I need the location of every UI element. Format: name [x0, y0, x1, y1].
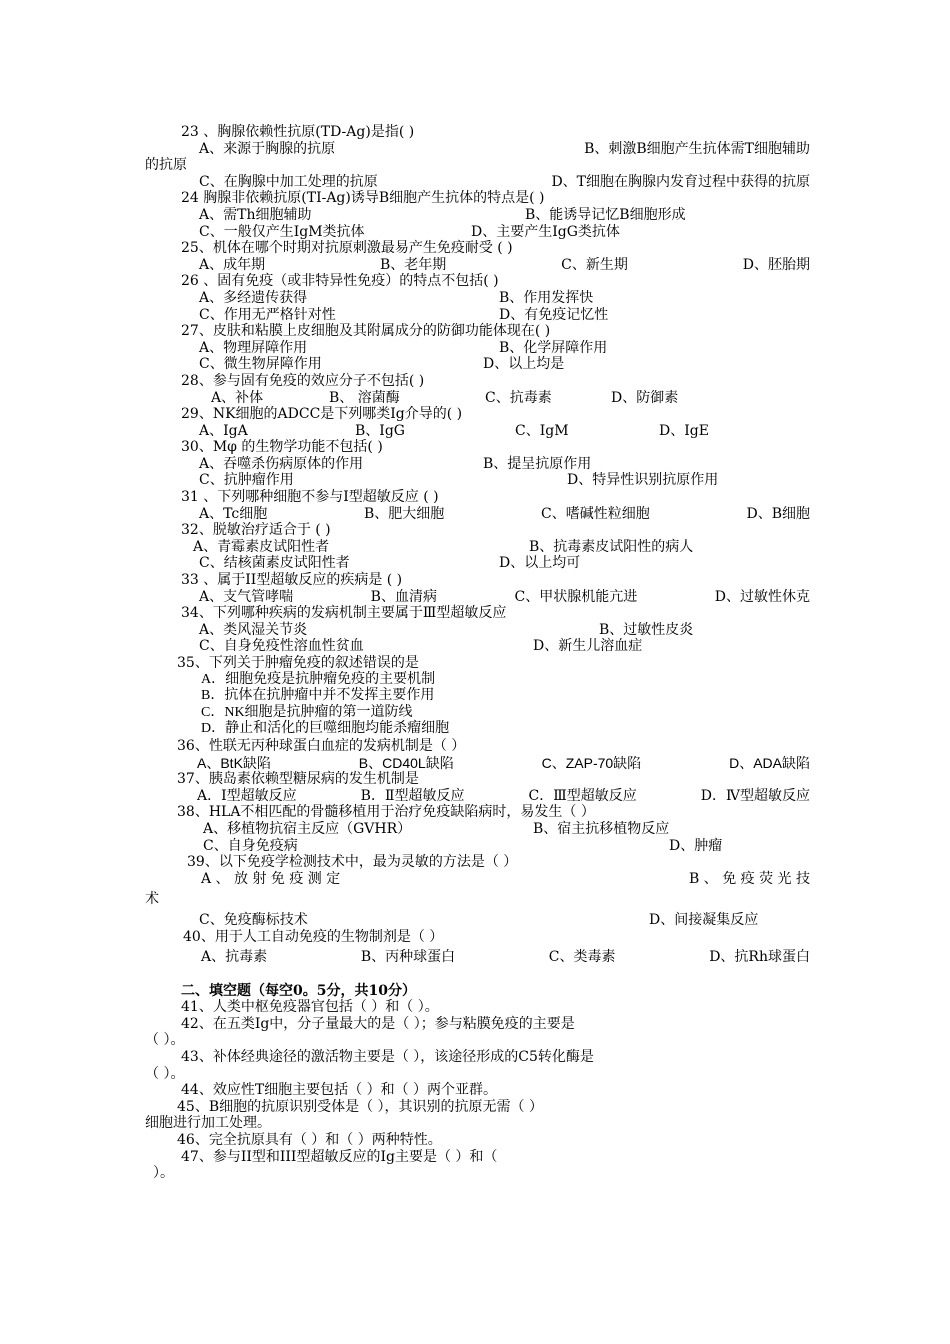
question-36-option-b: B、CD40L缺陷	[358, 754, 454, 771]
question-25-option-d: D、胚胎期	[742, 256, 810, 273]
question-39-option-b: B 、 免 疫 荧 光 技	[689, 870, 810, 887]
question-36-stem: 36、性联无丙种球蛋白血症的发病机制是（ ）	[177, 737, 466, 754]
question-27-option-b: B、化学屏障作用	[499, 339, 608, 356]
question-39-option-d: D、间接凝集反应	[649, 911, 759, 928]
question-37-option-a: A．Ⅰ型超敏反应	[197, 787, 297, 804]
question-24-option-d: D、主要产生IgG类抗体	[471, 223, 620, 240]
question-28-option-a: A、补体	[211, 389, 264, 406]
question-30-option-a: A、吞噬杀伤病原体的作用	[199, 455, 364, 472]
question-39-stem: 39、以下免疫学检测技术中，最为灵敏的方法是（ ）	[187, 854, 518, 871]
question-23-option-b: B、刺激B细胞产生抗体需T细胞辅助	[584, 140, 810, 157]
question-30-option-b: B、提呈抗原作用	[483, 455, 592, 472]
question-37-option-c: C．Ⅲ型超敏反应	[528, 787, 637, 804]
question-31-option-b: B、肥大细胞	[363, 505, 445, 522]
question-26-option-c: C、作用无严格针对性	[199, 306, 336, 323]
question-28-option-c: C、抗毒素	[485, 389, 552, 406]
question-30-stem: 30、Mφ 的生物学功能不包括( )	[181, 439, 383, 456]
question-25-option-c: C、新生期	[561, 256, 628, 273]
question-37-option-d: D．Ⅳ型超敏反应	[700, 787, 810, 804]
question-31-option-d: D、B细胞	[746, 505, 810, 522]
question-25-option-a: A、成年期	[199, 256, 266, 273]
question-28-option-b: B、 溶菌酶	[329, 389, 400, 406]
question-41: 41、人类中枢免疫器官包括（ ）和（ ）。	[181, 999, 439, 1016]
question-45: 45、B细胞的抗原识别受体是（ ），其识别的抗原无需（ ）	[177, 1098, 544, 1115]
question-42-cont: （ ）。	[145, 1032, 185, 1049]
question-38-option-c: C、自身免疫病	[203, 837, 298, 854]
question-33-option-c: C、甲状腺机能亢进	[514, 588, 638, 605]
question-31-stem: 31 、下列哪种细胞不参与I型超敏反应 ( )	[181, 489, 439, 506]
question-32-option-b: B、抗毒素皮试阳性的病人	[529, 538, 694, 555]
question-33-option-a: A、支气管哮喘	[199, 588, 294, 605]
question-23-option-d: D、T细胞在胸腺内发育过程中获得的抗原	[551, 173, 810, 190]
question-27-option-c: C、微生物屏障作用	[199, 356, 322, 373]
question-36-option-a: A、BtK缺陷	[197, 754, 271, 771]
question-29-option-d: D、IgE	[659, 422, 709, 439]
question-38-stem: 38、HLA不相匹配的骨髓移植用于治疗免疫缺陷病时，易发生（ ）	[177, 804, 595, 821]
question-26-option-d: D、有免疫记忆性	[499, 306, 609, 323]
question-43: 43、补体经典途径的激活物主要是（ ），该途径形成的C5转化酶是	[181, 1049, 594, 1066]
question-44: 44、效应性T细胞主要包括（ ）和（ ）两个亚群。	[181, 1082, 498, 1099]
question-27-stem: 27、皮肤和粘膜上皮细胞及其附属成分的防御功能体现在( )	[181, 323, 551, 340]
question-36-option-c: C、ZAP-70缺陷	[541, 754, 642, 771]
question-31-option-c: C、嗜碱性粒细胞	[541, 505, 650, 522]
question-40-option-b: B、丙种球蛋白	[360, 949, 456, 966]
question-27-option-a: A、物理屏障作用	[199, 339, 308, 356]
question-39-option-a: A 、 放 射 免 疫 测 定	[201, 870, 341, 887]
question-25-stem: 25、机体在哪个时期对抗原刺激最易产生免疫耐受 ( )	[181, 240, 513, 257]
question-43-cont: （ ）。	[145, 1065, 185, 1082]
question-28-option-d: D、防御素	[611, 389, 679, 406]
question-23-option-a: A、来源于胸腺的抗原	[199, 140, 336, 157]
question-32-option-c: C、结核菌素皮试阳性者	[199, 555, 350, 572]
question-42: 42、在五类Ig中，分子量最大的是（ ）；参与粘膜免疫的主要是	[181, 1015, 575, 1032]
question-40-option-d: D、抗Rh球蛋白	[709, 949, 810, 966]
question-46: 46、完全抗原具有（ ）和（ ）两种特性。	[177, 1132, 442, 1149]
question-26-option-b: B、作用发挥快	[499, 289, 594, 306]
question-38-option-b: B、宿主抗移植物反应	[533, 820, 670, 837]
question-47-cont: ）。	[153, 1165, 174, 1182]
question-24-option-b: B、能诱导记忆B细胞形成	[525, 206, 686, 223]
question-24-option-a: A、需Th细胞辅助	[199, 206, 312, 223]
question-40-stem: 40、用于人工自动免疫的生物制剂是（ ）	[183, 928, 444, 945]
section-2-heading: 二、填空题（每空0。5分，共10分）	[181, 982, 416, 999]
question-36-option-d: D、ADA缺陷	[729, 754, 810, 771]
question-45-cont: 细胞进行加工处理。	[145, 1115, 271, 1132]
question-29-stem: 29、NK细胞的ADCC是下列哪类Ig介导的( )	[181, 406, 463, 423]
exam-content	[145, 124, 810, 1182]
question-34-option-d: D、新生儿溶血症	[533, 638, 643, 655]
question-29-option-b: B、IgG	[355, 422, 405, 439]
question-33-stem: 33 、属于II型超敏反应的疾病是 ( )	[181, 572, 403, 589]
question-38-option-d: D、肿瘤	[669, 837, 723, 854]
question-32-option-d: D、以上均可	[499, 555, 581, 572]
question-35-option-c: C．NK细胞是抗肿瘤的第一道防线	[201, 704, 413, 720]
question-29-option-c: C、IgM	[515, 422, 569, 439]
question-40-option-a: A、抗毒素	[201, 949, 268, 966]
question-35-option-a: A．细胞免疫是抗肿瘤免疫的主要机制	[201, 671, 436, 687]
question-39-option-b-cont: 术	[145, 891, 159, 908]
question-33-option-b: B、血清病	[370, 588, 437, 605]
question-24-stem: 24 胸腺非依赖抗原(TI-Ag)诱导B细胞产生抗体的特点是( )	[181, 190, 545, 207]
question-39-option-c: C、免疫酶标技术	[199, 911, 308, 928]
question-37-stem: 37、胰岛素依赖型糖尿病的发生机制是	[177, 771, 419, 788]
question-40-option-c: C、类毒素	[548, 949, 616, 966]
question-23-option-b-cont: 的抗原	[145, 157, 187, 174]
question-31-option-a: A、Tc细胞	[199, 505, 268, 522]
question-38-option-a: A、移植物抗宿主反应（GVHR）	[203, 820, 412, 837]
question-34-option-a: A、类风湿关节炎	[199, 621, 308, 638]
question-23-stem: 23 、胸腺依赖性抗原(TD-Ag)是指( )	[181, 124, 415, 140]
question-30-option-c: C、抗肿瘤作用	[199, 472, 294, 489]
question-27-option-d: D、以上均是	[483, 356, 565, 373]
question-24-option-c: C、一般仅产生IgM类抗体	[199, 223, 365, 240]
question-35-option-d: D．静止和活化的巨噬细胞均能杀瘤细胞	[201, 721, 450, 737]
question-37-option-b: B．Ⅱ型超敏反应	[360, 787, 465, 804]
question-35-option-b: B．抗体在抗肿瘤中并不发挥主要作用	[201, 688, 435, 704]
question-34-option-b: B、过敏性皮炎	[599, 621, 694, 638]
question-33-option-d: D、过敏性休克	[714, 588, 810, 605]
question-32-stem: 32、脱敏治疗适合于 ( )	[181, 522, 331, 539]
question-34-option-c: C、自身免疫性溶血性贫血	[199, 638, 364, 655]
question-32-option-a: A、青霉素皮试阳性者	[193, 538, 330, 555]
question-28-stem: 28、参与固有免疫的效应分子不包括( )	[181, 372, 425, 389]
question-30-option-d: D、特异性识别抗原作用	[567, 472, 719, 489]
question-35-stem: 35、下列关于肿瘤免疫的叙述错误的是	[177, 655, 419, 671]
question-23-option-c: C、在胸腺中加工处理的抗原	[199, 173, 378, 190]
question-47: 47、参与II型和III型超敏反应的Ig主要是（ ）和（	[181, 1148, 498, 1165]
question-34-stem: 34、下列哪种疾病的发病机制主要属于Ⅲ型超敏反应	[181, 605, 507, 622]
question-29-option-a: A、IgA	[199, 422, 248, 439]
question-26-option-a: A、多经遗传获得	[199, 289, 308, 306]
question-26-stem: 26 、固有免疫（或非特异性免疫）的特点不包括( )	[181, 273, 499, 290]
question-25-option-b: B、老年期	[380, 256, 447, 273]
